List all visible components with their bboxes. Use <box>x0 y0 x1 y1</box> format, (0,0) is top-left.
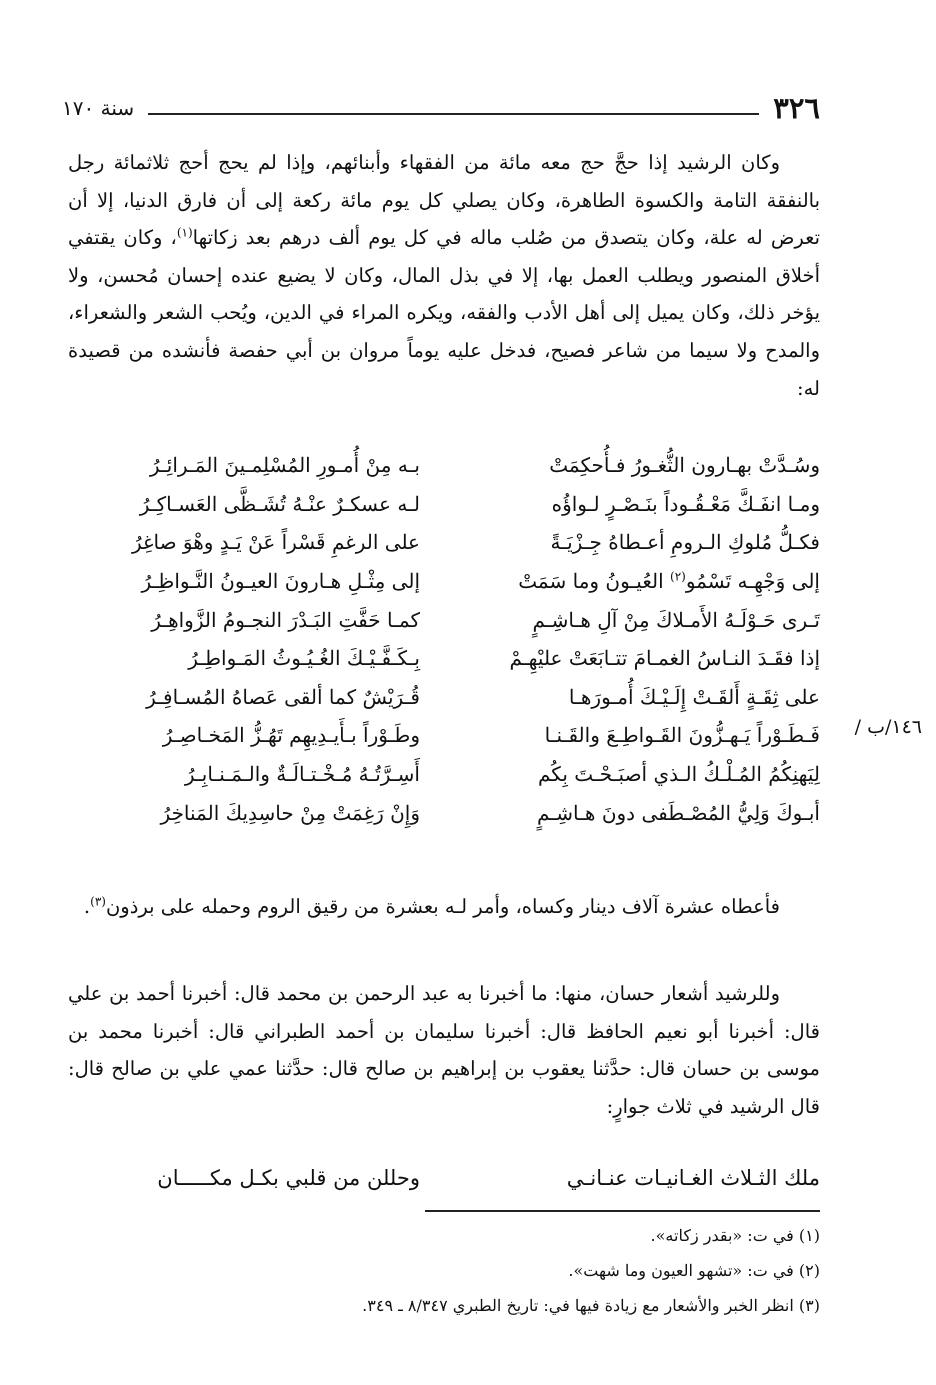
second-hemistich: أَسِـرَّتُـهُ مُـخْـتـالَـةٌ والـمَـنـابِـرُ <box>184 762 420 787</box>
first-hemistich: فَـطَـوْراً يَـهـزُّونَ القَـواطِـعَ والقَـنـا <box>544 723 820 748</box>
second-hemistich: بِـكَـفَّـيْـكَ الغُـيُـوثُ المَـواطِـرُ <box>188 646 420 671</box>
intro-paragraph <box>68 144 820 407</box>
footnote-2: (٢) في ت: «تشهو العيون وما شهت». <box>568 1261 820 1280</box>
intro-text-continued: ، وكان يقتفي أخلاق المنصور ويطلب العمل بها، إلا في بذل المال، وكان لا يضيع عنده إحسان مُحسن، ولا يؤخر ذلك، وكان يميل إلى أهل الأدب والفقه، ويكره المراء في الدين، ويُحب الشعر والشعراء، والمدح ولا سيما من شاعر فصيح، فدخل عليه يوماً مروان بن أبي حفصة فأنشده من قصيدة له: <box>68 226 820 400</box>
second-hemistich: بـه مِنْ أُمـورِ المُسْلِمـينَ المَـرائِـرُ <box>149 453 420 478</box>
poem-verse <box>68 446 820 485</box>
first-hemistich <box>468 569 820 593</box>
poem-verse <box>68 793 820 832</box>
second-hemistich: وَإِنْ رَغِمَتْ مِنْ حاسِدِيكَ المَناخِرُ <box>160 800 420 825</box>
second-hemistich: لـه عسكـرٌ عنْـهُ تُشَـظَّى العَسـاكِـرُ <box>139 491 420 516</box>
footnotes <box>68 1218 820 1323</box>
second-hemistich: إلى مِثْـلِ هـارونَ العيـونُ النَّـواظِـرُ <box>141 569 420 594</box>
second-hemistich: وطَـوْراً بـأَيـدِيهِم تَهُـزُّ المَخـاصِـرُ <box>162 723 420 748</box>
poem-verse <box>68 600 820 639</box>
header-rule <box>148 113 759 115</box>
poem-verse <box>68 755 820 794</box>
gift-text-end: . <box>83 895 91 918</box>
isnad-paragraph: وللرشيد أشعار حسان، منها: ما أخبرنا به عبد الرحمن بن محمد قال: أخبرنا أحمد بن علي قال: أخبرنا أبو نعيم الحافظ قال: أخبرنا سليمان بن أحمد الطبراني قال: أخبرنا محمد بن موسى بن حسان قال: حدَّثنا يعقوب بن إبراهيم بن صالح قال: حدَّثنا عمي علي بن صالح قال: قال الرشيد في ثلاث جوارٍ: <box>68 982 820 1118</box>
manuscript-folio-marker: ١٤٦/ب / <box>854 716 922 738</box>
footnote-1: (١) في ت: «بقدر زكاته». <box>650 1226 820 1245</box>
poem-verse <box>68 562 820 601</box>
hemistich-text-continued: العُيـونُ وما سَمَتْ <box>518 569 670 594</box>
first-hemistich: إذا فقَـدَ النـاسُ الغمـامَ تتـابَعَتْ عليْهِـمْ <box>509 646 820 671</box>
first-hemistich: أبـوكَ وَلِيُّ المُصْـطَفى دونَ هـاشِـمٍ <box>537 800 820 825</box>
second-hemistich: كمـا حَفَّتِ البَـدْرَ النجـومُ الزَّواهِـرُ <box>151 607 420 632</box>
second-hemistich: على الرغمِ قَسْراً عَنْ يَـدٍ وهْوَ صاغِرُ <box>131 530 420 555</box>
second-hemistich: قُـرَيْشٌ كما ألقى عَصاهُ المُسـافِـرُ <box>146 684 420 709</box>
first-hemistich: تَـرى حَـوْلَـهُ الأَمـلاكَ مِنْ آلِ هـاشِـمٍ <box>532 607 820 632</box>
year-label: سنة ١٧٠ <box>62 96 135 120</box>
page-number: ٣٢٦ <box>773 91 820 125</box>
intro-text: وكان الرشيد إذا حجَّ حج معه مائة من الفقهاء وأبنائهم، وإذا لم يحج أحج ثلاثمائة رجل بالنفقة التامة والكسوة الطاهرة، وكان يصلي كل يوم مائة ركعة إلى أن فارق الدنيا، إلا أن تعرض له علة، وكان يتصدق من صُلب ماله في كل يوم ألف درهم بعد زكاتها <box>68 151 821 250</box>
running-head <box>62 88 820 128</box>
poem-verse <box>68 523 820 562</box>
poem-verse <box>68 639 820 678</box>
hemistich-text: إلى وَجْهِـه تَسْمُو <box>685 569 820 594</box>
first-hemistich: ومـا انفَـكَّ مَعْـقُـوداً بنَـصْـرٍ لـواؤُه <box>551 491 820 516</box>
footnote-ref-1: (١) <box>176 225 193 240</box>
first-hemistich: لِيَهنِكُمُ المُـلْـكُ الـذي أصبَـحْـتَ بِكُم <box>537 762 820 787</box>
poem-verse <box>68 716 820 755</box>
gift-paragraph <box>68 888 820 926</box>
first-hemistich: وسُـدَّتْ بهـارون الثُّغـورُ فـأُحكِمَتْ <box>549 453 820 478</box>
poem-verse <box>68 678 820 717</box>
first-hemistich: على ثِقَـةٍ أَلقَـتْ إِلَـيْـكَ أُمـورَهـا <box>568 684 820 709</box>
gift-text: فأعطاه عشرة آلاف دينار وكساه، وأمر لـه بعشرة من رقيق الروم وحمله على برذون <box>105 895 780 918</box>
footnote-rule <box>425 1210 820 1212</box>
poem <box>68 446 820 832</box>
footnote-ref-2: (٢) <box>670 569 686 584</box>
first-hemistich: ملك الثـلاث الغـانيـات عنـانـي <box>566 1166 820 1190</box>
first-hemistich: فكـلُّ مُلوكِ الـرومِ أعـطاهُ جِـزْيَـةً <box>550 530 820 555</box>
footnote-ref-3: (٣) <box>90 894 106 909</box>
second-hemistich: وحللن من قلبي بكـل مكـــــان <box>157 1166 420 1190</box>
final-verse <box>68 1155 820 1201</box>
poem-verse <box>68 485 820 524</box>
footnote-3: (٣) انظر الخبر والأشعار مع زيادة فيها في: تاريخ الطبري ٨/٣٤٧ ـ ٣٤٩. <box>362 1296 820 1315</box>
